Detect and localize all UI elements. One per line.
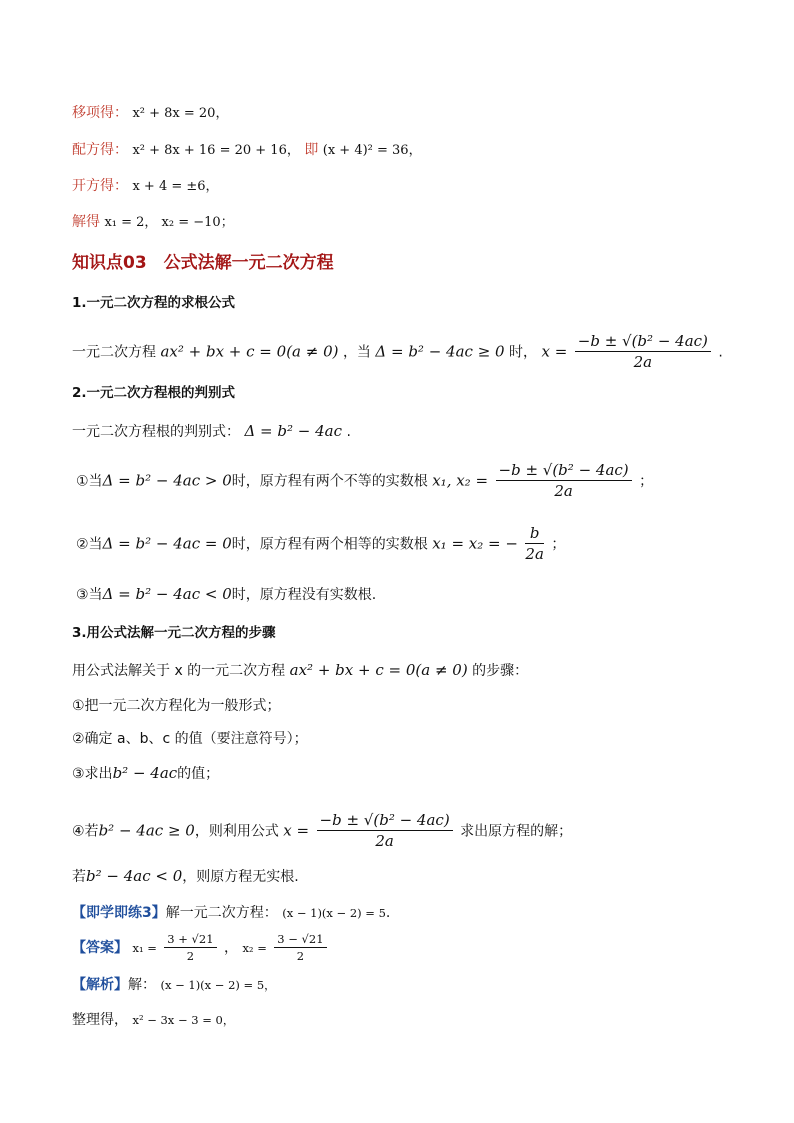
tidy-eq: x² − 3x − 3 = 0， (132, 1013, 235, 1027)
sub3-intro-eq: ax² + bx + c = 0(a ≠ 0) (289, 661, 468, 679)
case2-roots: x₁ = x₂ = − (432, 534, 518, 553)
solve-label: 解得 (72, 214, 100, 230)
case1-prefix: ①当 (76, 473, 103, 490)
analysis-eq: (x − 1)(x − 2) = 5， (160, 978, 276, 992)
case3-prefix: ③当 (76, 587, 103, 603)
practice-line (72, 903, 390, 923)
step-complete-square (72, 140, 422, 161)
sub1-heading: 1.一元二次方程的求根公式 (72, 295, 236, 311)
practice-end: . (385, 905, 391, 921)
step4-fraction (317, 812, 453, 851)
case2-text: 时，原方程有两个相等的实数根 (231, 536, 428, 553)
sub1-eq-c-lhs: x = (541, 342, 568, 361)
analysis-line (72, 975, 276, 995)
case3-eq: Δ = b² − 4ac < 0 (102, 585, 232, 603)
case1-eq: Δ = b² − 4ac > 0 (102, 471, 232, 490)
step4-eq: b² − 4ac ≥ 0 (98, 821, 195, 840)
step5-prefix: 若 (72, 869, 86, 885)
step3-end: 的值； (177, 766, 220, 782)
case-2 (76, 525, 565, 564)
answer-tag: 【答案】 (72, 940, 128, 957)
step4-end: 求出原方程的解； (460, 823, 573, 840)
case2-end: ； (551, 536, 566, 553)
practice-eq: (x − 1)(x − 2) = 5 (282, 906, 386, 920)
move-label: 移项得： (72, 105, 128, 121)
discriminant-intro-end: . (346, 424, 351, 440)
sub1-text-b: ，当 (342, 344, 371, 361)
analysis-text: 解： (128, 977, 156, 993)
sub3-step-5 (72, 866, 299, 887)
answer-x1-numerator: 3 + √21 (164, 933, 216, 948)
root-equation: x + 4 = ±6， (132, 179, 219, 194)
answer-x2-fraction (274, 933, 326, 963)
sub1-eq-b: Δ = b² − 4ac ≥ 0 (375, 342, 505, 361)
case2-fraction (525, 525, 544, 564)
case1-text: 时，原方程有两个不等的实数根 (231, 473, 428, 490)
sub1-end: . (718, 344, 723, 361)
case2-denominator: 2a (525, 545, 544, 564)
root-label: 开方得： (72, 178, 128, 194)
answer-line (72, 933, 330, 963)
discriminant-intro-eq: Δ = b² − 4ac (244, 422, 342, 440)
sub3-intro-end: 的步骤： (472, 663, 529, 679)
move-equation: x² + 8x = 20， (132, 106, 229, 121)
step3-eq: b² − 4ac (112, 764, 178, 782)
answer-x2-lhs: x₂ = (242, 941, 267, 956)
sub2-heading: 2.一元二次方程根的判别式 (72, 385, 236, 401)
tidy-line (72, 1010, 234, 1030)
practice-text: 解一元二次方程： (165, 905, 278, 921)
sub1-eq-a: ax² + bx + c = 0(a ≠ 0) (160, 342, 339, 361)
solve-equation: x₁ = 2， x₂ = −10； (104, 215, 234, 230)
sub3-heading: 3.用公式法解一元二次方程的步骤 (72, 625, 276, 641)
sub3-step-2: ②确定 a、b、c 的值（要注意符号）； (72, 731, 308, 747)
complete-label: 配方得： (72, 142, 128, 158)
root-formula-numerator: −b ± √(b² − 4ac) (575, 333, 711, 352)
analysis-tag: 【解析】 (72, 977, 128, 993)
complete-equation-2: (x + 4)² = 36， (322, 143, 422, 158)
case3-text: 时，原方程没有实数根. (231, 587, 377, 603)
step5-eq: b² − 4ac < 0 (86, 867, 183, 885)
step4-prefix: ④若 (72, 823, 99, 840)
case1-roots: x₁, x₂ = (432, 471, 489, 490)
case1-end: ； (639, 473, 654, 490)
step-solve (72, 212, 234, 233)
tidy-label: 整理得， (72, 1012, 128, 1028)
case1-numerator: −b ± √(b² − 4ac) (496, 462, 632, 481)
discriminant-intro (72, 421, 351, 442)
sub3-step-4 (72, 812, 572, 851)
answer-sep: ， (223, 940, 238, 957)
section-title: 知识点03 公式法解一元二次方程 (72, 253, 334, 273)
step5-end: ，则原方程无实根. (182, 869, 299, 885)
case-3 (76, 584, 376, 605)
sub3-step-1: ①把一元二次方程化为一般形式； (72, 698, 281, 714)
case1-fraction (496, 462, 632, 501)
root-formula-denominator: 2a (633, 353, 653, 372)
case1-denominator: 2a (554, 482, 573, 501)
answer-x1-fraction (164, 933, 216, 963)
sub1-formula-line (72, 333, 723, 372)
step-move (72, 103, 228, 124)
practice-tag: 【即学即练3】 (72, 905, 166, 921)
answer-x1-denominator: 2 (186, 949, 195, 964)
sub1-text-a: 一元二次方程 (72, 344, 156, 361)
case-1 (76, 462, 653, 501)
case2-numerator: b (525, 525, 544, 544)
answer-x1-lhs: x₁ = (132, 941, 157, 956)
sub3-step-3 (72, 763, 219, 784)
complete-mid: 即 (304, 142, 319, 158)
step4-numerator: −b ± √(b² − 4ac) (317, 812, 453, 831)
sub1-text-c: 时， (509, 344, 538, 361)
discriminant-intro-text: 一元二次方程根的判别式： (72, 424, 240, 440)
case2-prefix: ②当 (76, 536, 103, 553)
step4-denominator: 2a (375, 832, 394, 851)
answer-x2-numerator: 3 − √21 (274, 933, 326, 948)
step-root (72, 176, 219, 197)
sub3-intro (72, 660, 528, 681)
step4-text: ，则利用公式 (194, 823, 279, 840)
sub3-intro-text: 用公式法解关于 x 的一元二次方程 (72, 663, 286, 679)
step3-prefix: ③求出 (72, 766, 113, 782)
root-formula-fraction (575, 333, 711, 372)
complete-equation: x² + 8x + 16 = 20 + 16， (132, 143, 300, 158)
answer-x2-denominator: 2 (296, 949, 305, 964)
case2-eq: Δ = b² − 4ac = 0 (102, 534, 232, 553)
step4-lhs: x = (283, 821, 310, 840)
